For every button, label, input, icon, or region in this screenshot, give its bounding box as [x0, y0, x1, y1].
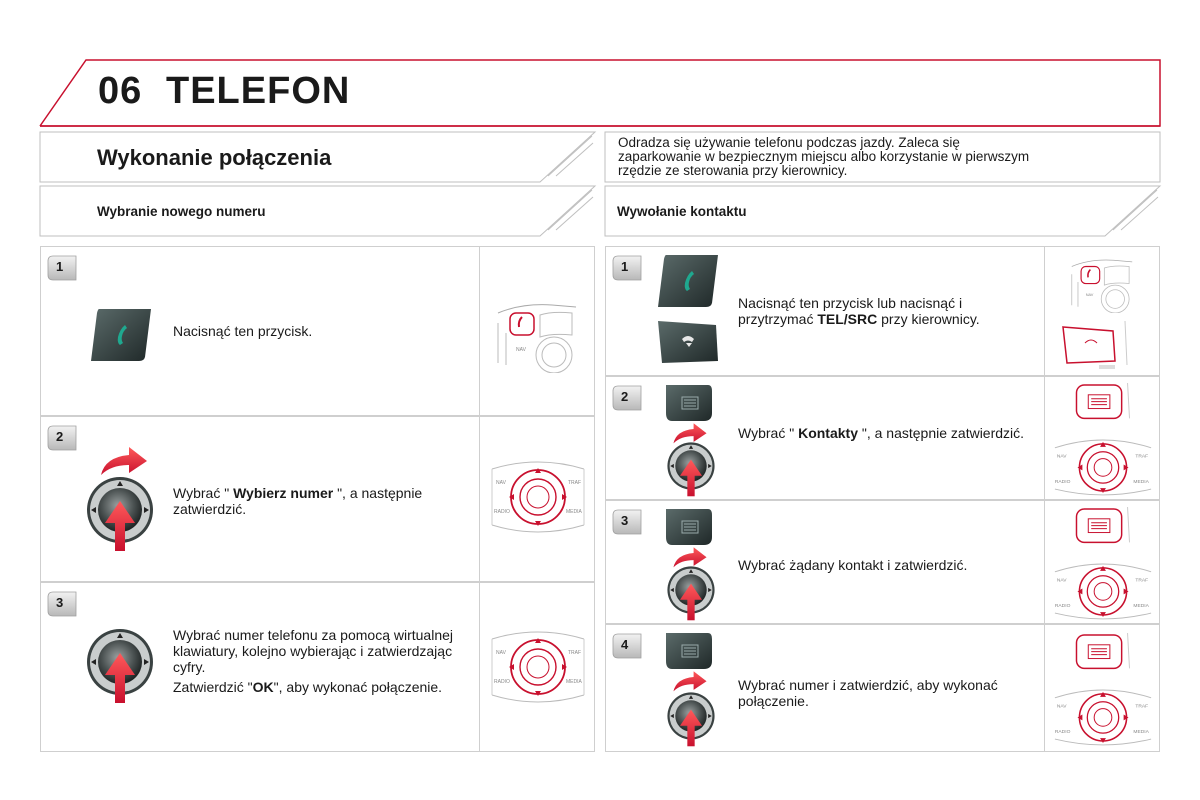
right-step-2: [605, 376, 1160, 500]
controller-thumbnail-icon: [488, 627, 588, 707]
thumbnail-panel: [1044, 247, 1159, 375]
right-column-title: Wywołanie kontaktu: [617, 204, 747, 219]
step-instruction: Wybrać " Wybierz numer ", a następnie zatwierdzić.: [173, 485, 423, 517]
thumbnail-panel: [1044, 501, 1159, 623]
phone-button-icon: [89, 307, 153, 363]
left-step-2: [40, 416, 595, 582]
controller-thumbnail-icon: [488, 457, 588, 537]
press-arrow-icon: [680, 583, 702, 621]
step-number: 4: [621, 637, 629, 652]
left-column-title: Wybranie nowego numeru: [97, 204, 266, 219]
steering-thumbnail-icon: [1059, 317, 1139, 371]
press-arrow-icon: [105, 653, 135, 703]
menu-button-icon: [664, 507, 714, 547]
thumbnail-panel: [1044, 625, 1159, 751]
step-instruction: Nacisnąć ten przycisk lub nacisnąć i przytrzymać TEL/SRC przy kierownicy.: [738, 295, 980, 327]
phone-button-icon: [656, 253, 720, 309]
menu-button-icon: [664, 383, 714, 423]
menu-button-icon: [664, 631, 714, 671]
section-title: Wykonanie połączenia: [97, 145, 332, 170]
rotate-arrow-icon: [672, 671, 708, 693]
press-arrow-icon: [680, 709, 702, 747]
thumbnail-panel: [479, 583, 594, 751]
thumbnail-panel: [1044, 377, 1159, 499]
right-step-4: [605, 624, 1160, 752]
steering-controller-thumbnail-icon: [1049, 379, 1157, 497]
step-instruction: Nacisnąć ten przycisk.: [173, 323, 313, 339]
steering-controller-thumbnail-icon: [1049, 503, 1157, 621]
dashboard-thumbnail-icon: [492, 293, 582, 373]
rotate-arrow-icon: [99, 447, 149, 477]
press-arrow-icon: [105, 501, 135, 551]
left-step-3: [40, 582, 595, 752]
step-number: 2: [621, 389, 629, 404]
right-step-3: [605, 500, 1160, 624]
step-number: 1: [56, 259, 64, 274]
chapter-title: TELEFON: [166, 70, 351, 112]
press-arrow-icon: [680, 459, 702, 497]
dashboard-thumbnail-icon: [1057, 251, 1147, 313]
chapter-number: 06: [98, 70, 143, 112]
thumbnail-panel: [479, 417, 594, 581]
safety-warning: Odradza się używanie telefonu podczas jazdy. Zaleca się zaparkowanie w bezpiecznym miejscu albo korzystanie w pierwszym rzędzie ze sterowania przy kierownicy.: [618, 135, 1030, 178]
step-number: 1: [621, 259, 629, 274]
step-instruction: Wybrać " Kontakty ", a następnie zatwierdzić.: [738, 425, 1025, 441]
steering-controller-thumbnail-icon: [1049, 629, 1157, 747]
steering-tel-button-icon: [656, 317, 720, 365]
step-number: 3: [621, 513, 629, 528]
step-instruction: Wybrać żądany kontakt i zatwierdzić.: [738, 557, 968, 573]
step-number: 2: [56, 429, 64, 444]
step-instruction: Wybrać numer i zatwierdzić, aby wykonać połączenie.: [738, 677, 998, 709]
step-instruction: Wybrać numer telefonu za pomocą wirtualnej klawiatury, kolejno wybierając i zatwierdzając cyfry. Zatwierdzić "OK", aby wykonać połączenie.: [173, 627, 454, 695]
left-step-1: [40, 246, 595, 416]
right-step-1: [605, 246, 1160, 376]
step-number: 3: [56, 595, 64, 610]
thumbnail-panel: [479, 247, 594, 415]
